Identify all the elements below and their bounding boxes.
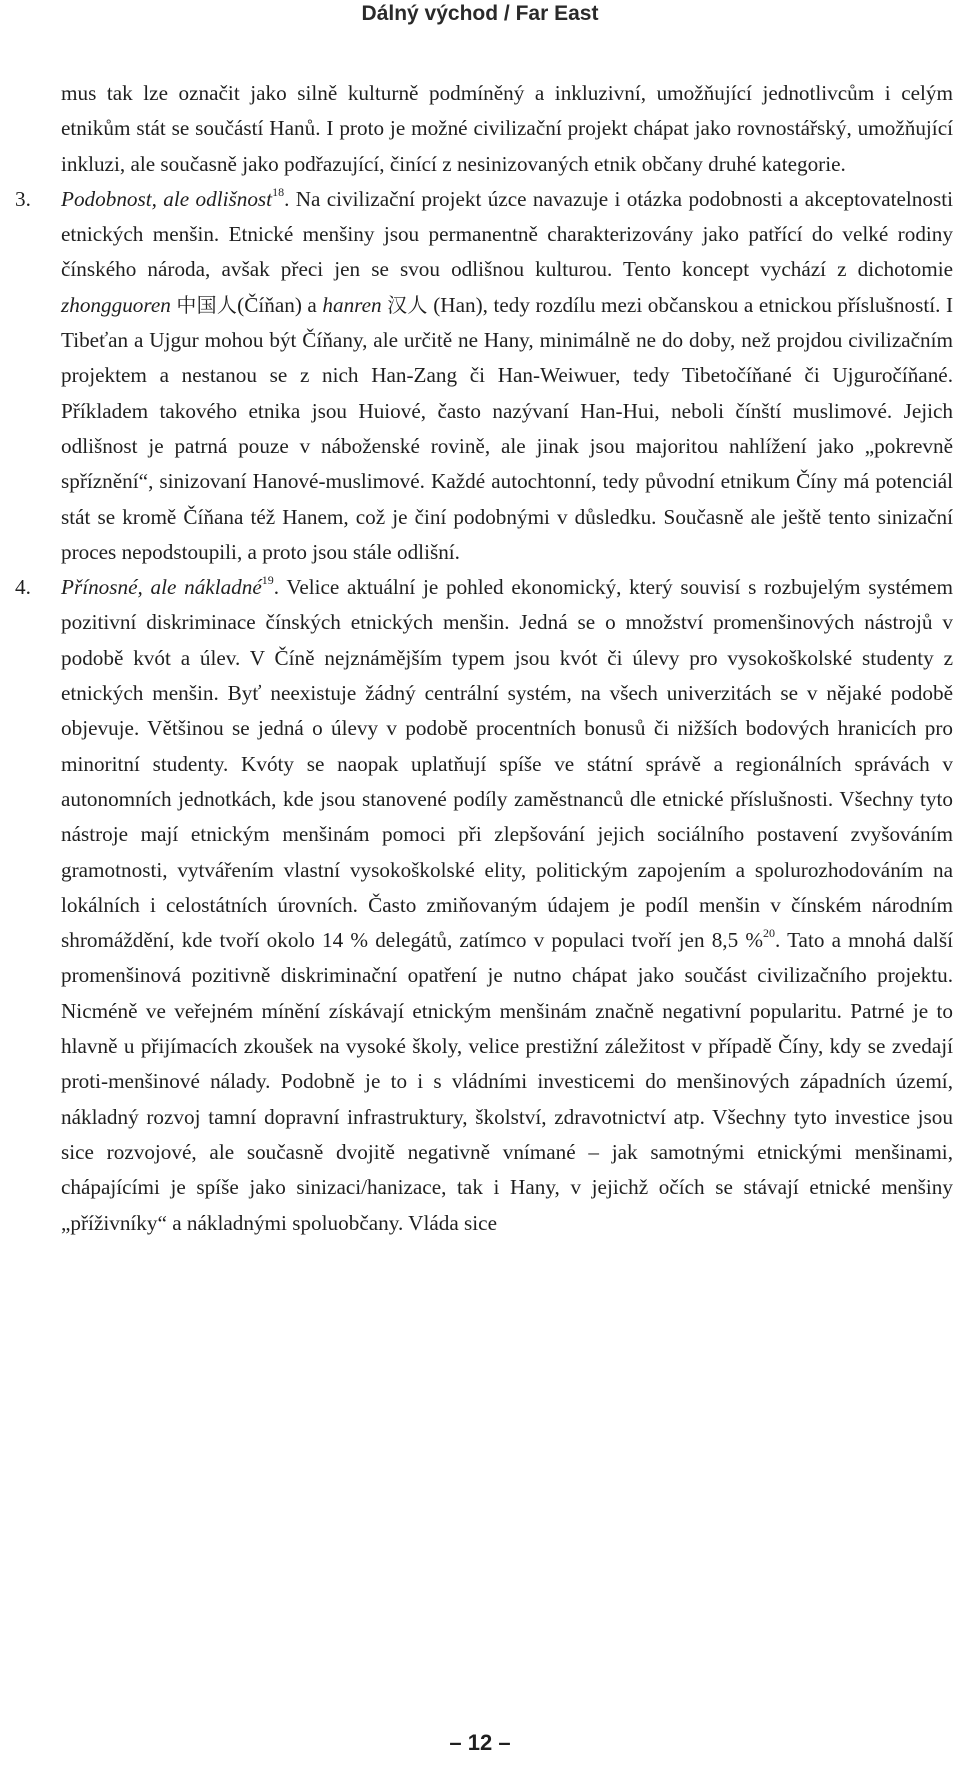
item-3-paragraph (61, 182, 953, 570)
item-title: Podobnost, ale odlišnost (61, 186, 273, 211)
item-4-paragraph (61, 570, 953, 1241)
item-title: Přínosné, ale nákladné (61, 575, 262, 600)
list-item-3 (15, 182, 953, 570)
term-hanzi: 中国人 (176, 292, 238, 317)
item-number: 4. (15, 575, 31, 600)
term-hanzi: 汉人 (387, 292, 428, 317)
item-text: (Han), tedy rozdílu mezi občanskou a etnickou příslušností. I Tibeťan a Ujgur mohou být Číňany, ale určitě ne Hany, minimálně ne do doby, než projdou civilizačním projektem a nestanou se z nich Han-Zang či Han-Weiwuer, tedy Tibetočíňané či Ujguročíňané. Příkladem takového etnika jsou Huiové, často nazývaní Han-Hui, neboli čínští muslimové. Jejich odlišnost je patrná pouze v náboženské rovině, ale jinak jsou majoritou nahlížení jako „pokrevně spříznění“, sinizovaní Hanové-muslimové. Každé autochtonní, tedy původní etnikum Číny má potenciál stát se kromě Číňana též Hanem, což je činí podobnými v důsledku. Současně ale ještě tento sinizační proces nepodstoupili, a proto jsou stále odlišní. (61, 292, 953, 564)
main-text (15, 76, 953, 1241)
footnote-reference[interactable]: 19 (261, 573, 274, 588)
footnote-reference[interactable]: 18 (272, 184, 285, 199)
page-number: – 12 – (449, 1730, 511, 1755)
term-pinyin: hanren (322, 292, 382, 317)
running-head: Dálný východ / Far East (361, 2, 599, 25)
item-number: 3. (15, 186, 31, 211)
term-gloss: (Číňan) a (237, 292, 323, 317)
term-pinyin: zhongguoren (61, 292, 171, 317)
item-text: . Velice aktuální je pohled ekonomický, který souvisí s rozbujelým systémem pozitivní diskriminace čínských etnických menšin. Jedná se o množství promenšinových nástrojů v podobě kvót a úlev. V Číně nejznámějším typem jsou kvót či úlevy pro vysokoškolské studenty z etnických menšin. Byť neexistuje žádný centrální systém, na všech univerzitách se v nějaké podobě objevuje. Většinou se jedná o úlevy v podobě procentních bonusů či nižších bodových hranicích pro minoritní studenty. Kvóty se naopak uplatňují spíše ve státní správě a regionálních správách v autonomních jednotkách, kde jsou stanovené podíly zaměstnanců dle etnické příslušnosti. Všechny tyto nástroje mají etnickým menšinám pomoci při zlepšování jejich sociálního postavení zvyšováním gramotnosti, vytvářením vlastní vysokoškolské elity, politickým zapojením a spolurozhodováním na lokálních i celostátních úrovních. Často zmiňovaným údajem je podíl menšin v čínském národním shromáždění, kde tvoří okolo 14 % delegátů, zatímco v populaci tvoří jen 8,5 % (61, 575, 953, 953)
intro-paragraph: mus tak lze označit jako silně kulturně podmíněný a inkluzivní, umožňující jednotlivcům i celým etnikům stát se součástí Hanů. I proto je možné civilizační projekt chápat jako rovnostářský, umožňující inkluzi, ale současně jako podřazující, činící z nesinizovaných etnik občany druhé kategorie. (61, 81, 953, 176)
item-text: . Na civilizační projekt úzce navazuje i otázka podobnosti a akceptovatelnosti etnických menšin. Etnické menšiny jsou permanentně charakterizovány jako patřící do velké rodiny čínského národa, avšak přeci jen se svou odlišnou kulturou. Tento koncept vychází z dichotomie (61, 186, 953, 282)
footnote-reference[interactable]: 20 (763, 926, 776, 941)
item-text: . Tato a mnohá další promenšinová pozitivně diskriminační opatření je nutno chápat jako součást civilizačního projektu. Nicméně ve veřejném mínění získávají etnickým menšinám značně negativní popularitu. Patrné je to hlavně u přijímacích zkoušek na vysoké školy, velice prestižní záležitost v případě Číny, kdy se zvedají proti-menšinové nálady. Podobně je to i s vládními investicemi do menšinových západních území, nákladný rozvoj tamní dopravní infrastruktury, školství, zdravotnictví atp. Všechny tyto investice jsou sice rozvojové, ale současně dvojitě negativně vnímané – jak samotnými etnickými menšinami, chápajícími je spíše jako sinizaci/hanizace, tak i Hany, v jejichž očích se stávají etnické menšiny „příživníky“ a nákladnými spoluobčany. Vláda sice (61, 928, 953, 1235)
list-item-4 (15, 570, 953, 1241)
